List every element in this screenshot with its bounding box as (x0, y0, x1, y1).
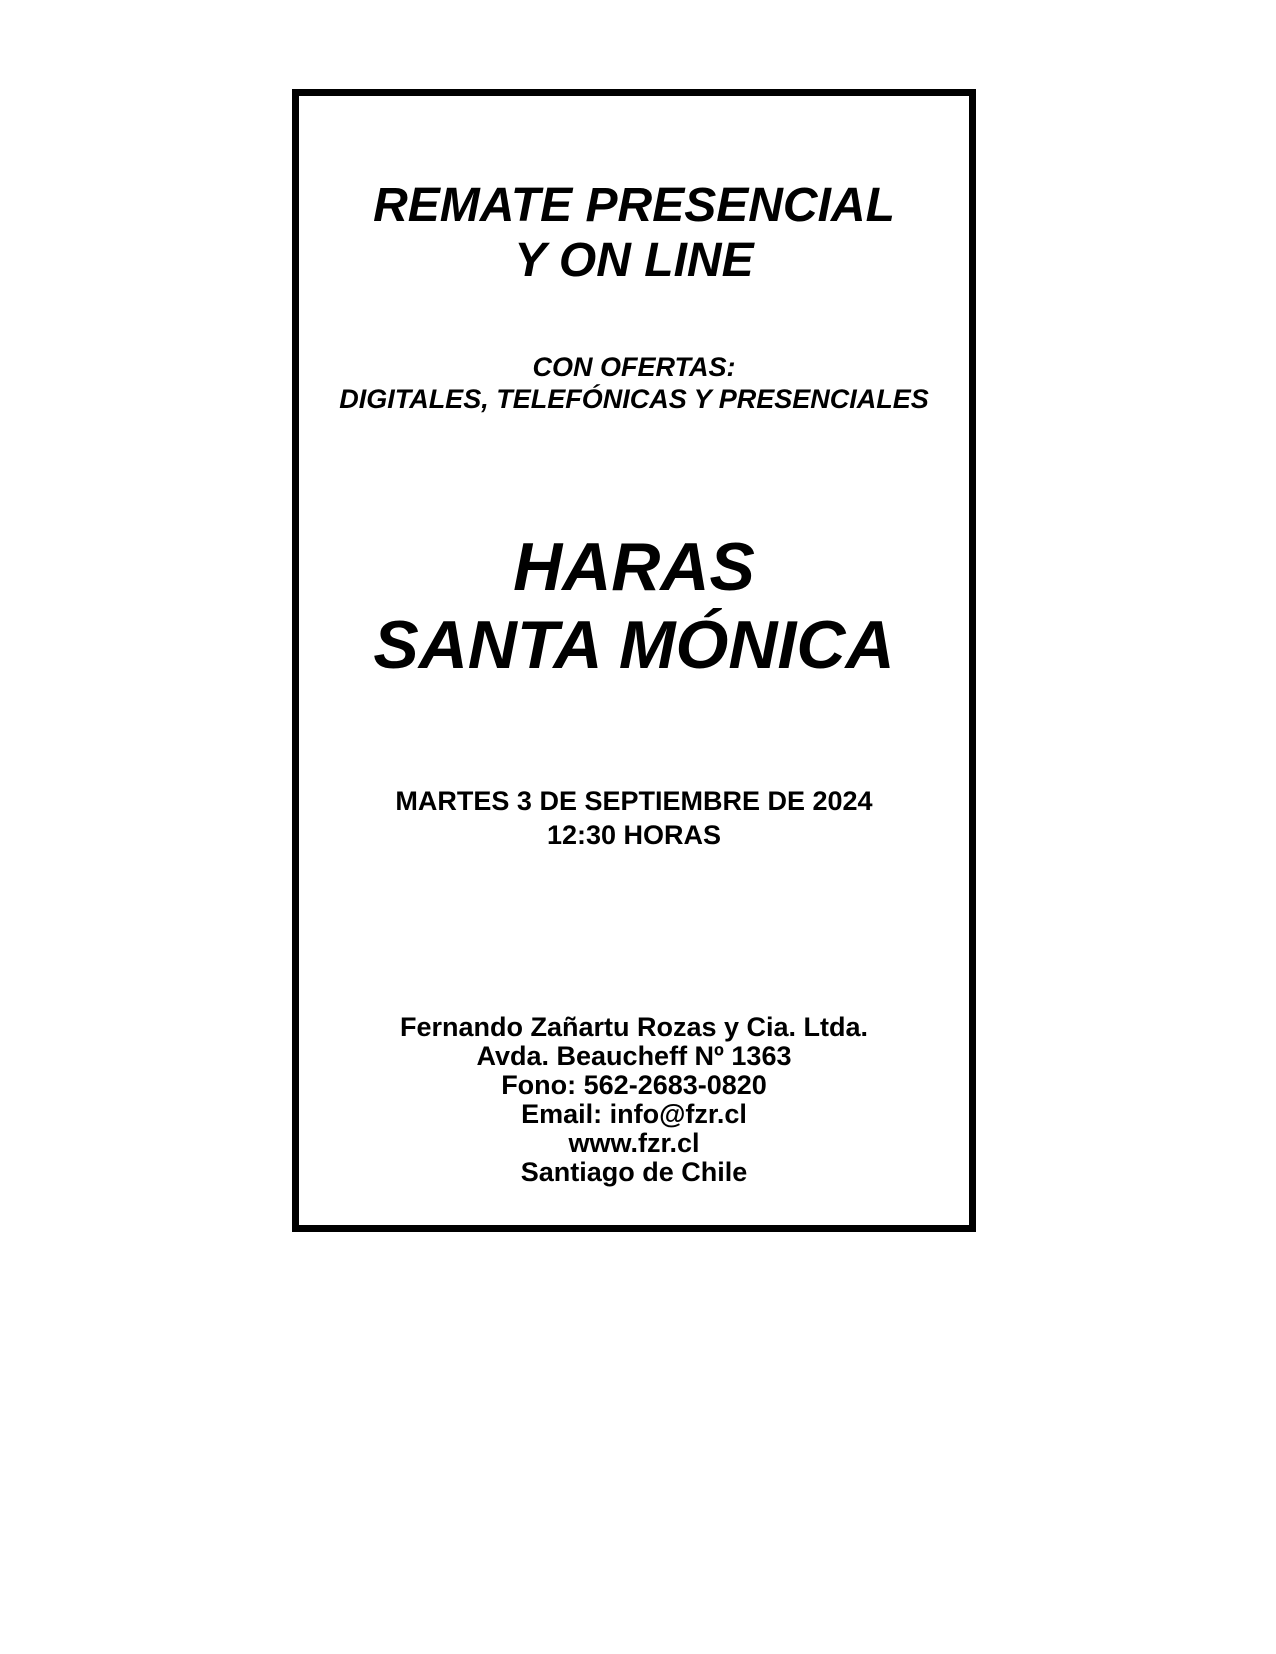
page-border (292, 89, 976, 1232)
haras-name: SANTA MÓNICA (373, 607, 895, 683)
title-line-1: REMATE PRESENCIAL (373, 179, 895, 232)
company-city: Santiago de Chile (520, 1157, 748, 1187)
company-address: Avda. Beaucheff Nº 1363 (476, 1041, 792, 1071)
company-phone: Fono: 562-2683-0820 (501, 1070, 767, 1100)
title-line-2: Y ON LINE (514, 234, 754, 287)
offers-heading: CON OFERTAS: (532, 352, 736, 382)
haras-heading: HARAS (513, 529, 755, 605)
auction-date: MARTES 3 DE SEPTIEMBRE DE 2024 (395, 786, 873, 816)
offers-types: DIGITALES, TELEFÓNICAS Y PRESENCIALES (339, 384, 929, 414)
company-name: Fernando Zañartu Rozas y Cia. Ltda. (399, 1012, 869, 1042)
auction-time: 12:30 HORAS (546, 820, 722, 850)
company-email: Email: info@fzr.cl (521, 1099, 747, 1129)
company-website: www.fzr.cl (568, 1128, 700, 1158)
